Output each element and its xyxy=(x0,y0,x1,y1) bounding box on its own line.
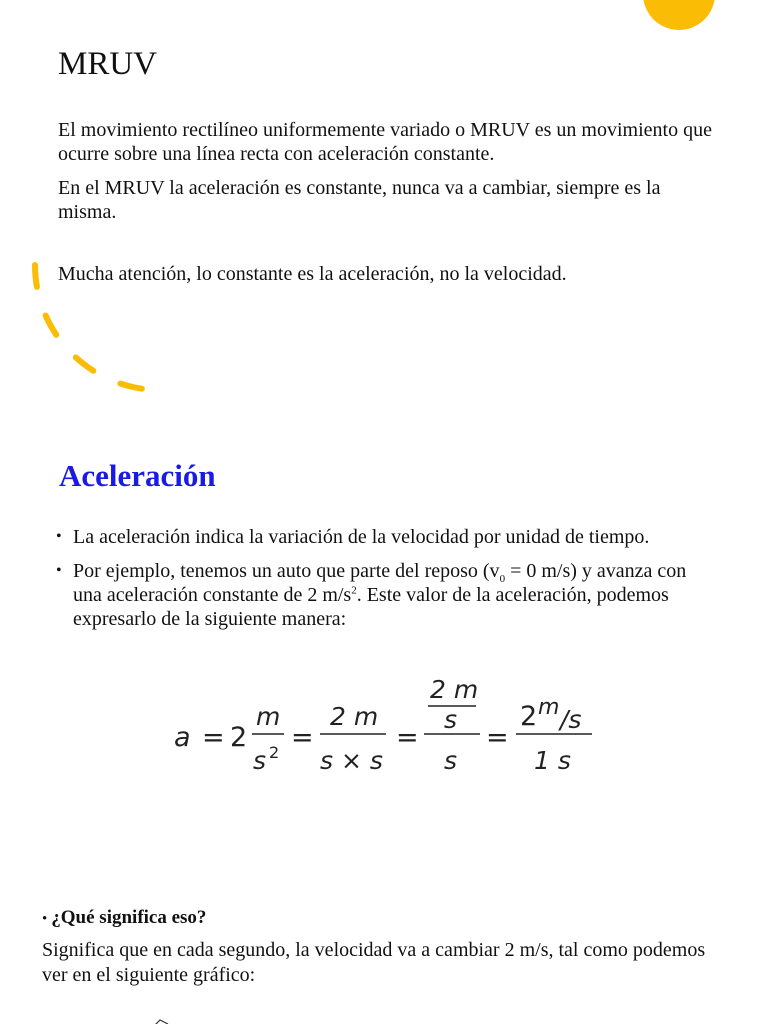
formula-equals: = xyxy=(486,722,509,753)
formula-a: a xyxy=(174,722,191,753)
formula-s-times-s: s × s xyxy=(320,746,383,775)
paragraph-attention: Mucha atención, lo constante es la aceleración, no la velocidad. xyxy=(58,263,567,285)
cut-off-graphic-fragment xyxy=(150,1016,180,1024)
question-bullet xyxy=(42,906,206,931)
formula-two: 2 xyxy=(230,722,248,753)
formula-equals: = xyxy=(291,722,314,753)
bullet-item xyxy=(54,559,694,631)
formula-s: s xyxy=(444,705,458,734)
formula-m: m xyxy=(256,702,281,731)
formula-s: s xyxy=(253,746,267,775)
formula-1s: 1 s xyxy=(534,746,571,775)
acceleration-formula xyxy=(170,670,610,782)
bullet-marker: • xyxy=(56,562,62,579)
slide-title-aceleracion: Aceleración xyxy=(59,458,216,493)
bullet-text-part: . Este valor de la aceleración, podemos expresarlo de la siguiente manera: xyxy=(73,584,669,630)
bullet-list xyxy=(54,525,694,641)
formula-equals: = xyxy=(202,722,225,753)
formula-two: 2 xyxy=(520,701,538,732)
paragraph-definition: El movimiento rectilíneo uniformemente variado o MRUV es un movimiento que ocurre sobre una línea recta con aceleración constante. xyxy=(58,119,712,165)
bullet-marker: • xyxy=(56,528,62,545)
slide-title-mruv: MRUV xyxy=(58,46,158,82)
bullet-text: La aceleración indica la variación de la velocidad por unidad de tiempo. xyxy=(73,526,650,548)
formula-slash-s: /s xyxy=(560,705,582,734)
bullet-marker: • xyxy=(42,911,48,927)
paragraph-explanation: Significa que en cada segundo, la velocidad va a cambiar 2 m/s, tal como podemos ver en el siguiente gráfico: xyxy=(42,939,706,986)
bullet-text-part: = 0 m/s) y avanza con una aceleración constante de 2 m/s xyxy=(73,560,687,606)
formula-m: m xyxy=(538,695,560,720)
decorative-circle xyxy=(643,0,715,30)
superscript-two: 2 xyxy=(351,584,357,597)
paragraph-constant-acceleration: En el MRUV la aceleración es constante, nunca va a cambiar, siempre es la misma. xyxy=(58,177,661,223)
question-text: ¿Qué significa eso? xyxy=(51,907,207,928)
subscript-zero: 0 xyxy=(499,573,506,585)
formula-exponent-two: 2 xyxy=(269,743,280,762)
bullet-item xyxy=(54,525,694,549)
formula-2m: 2 m xyxy=(430,675,479,704)
formula-s: s xyxy=(444,746,458,775)
formula-2m: 2 m xyxy=(330,702,379,731)
formula-equals: = xyxy=(396,722,419,753)
bullet-text-part: Por ejemplo, tenemos un auto que parte del reposo (v xyxy=(73,560,500,582)
